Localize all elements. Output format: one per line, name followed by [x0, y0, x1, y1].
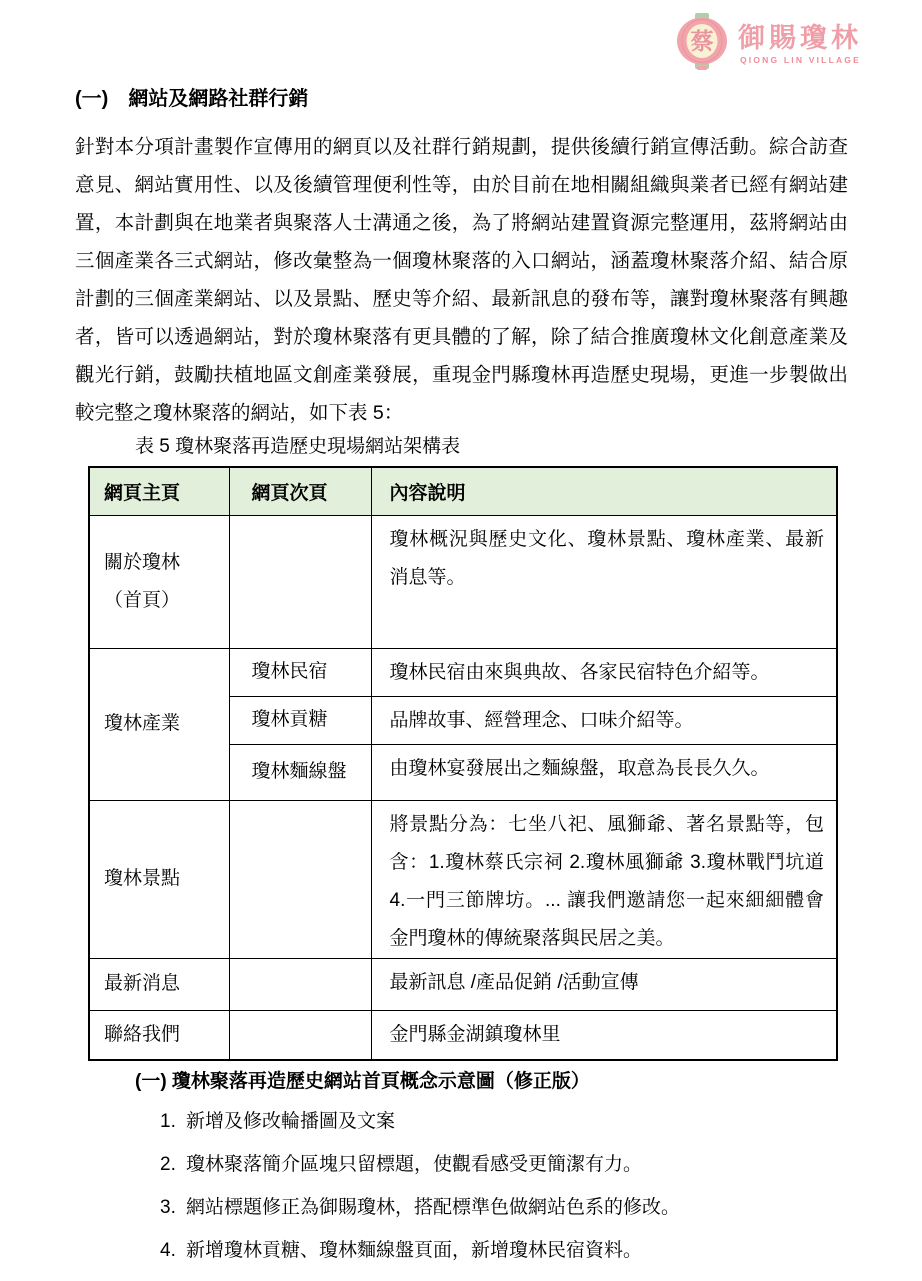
list-item-text: 網站標題修正為御賜瓊林，搭配標準色做網站色系的修改。 [186, 1197, 681, 1218]
brand-name: 御賜瓊林 [738, 23, 862, 53]
cell-main-scenic: 瓊林景點 [89, 800, 229, 958]
cell-sub-minsu: 瓊林民宿 [229, 648, 371, 696]
list-item-text: 新增瓊林貢糖、瓊林麵線盤頁面，新增瓊林民宿資料。 [186, 1240, 643, 1261]
list-item-number: 4. [160, 1240, 176, 1261]
cell-desc-mianxian: 由瓊林宴發展出之麵線盤，取意為長長久久。 [371, 744, 837, 800]
list-item [160, 1152, 848, 1178]
cell-main-industry: 瓊林產業 [89, 648, 229, 800]
column-header-main-page: 網頁主頁 [89, 467, 229, 515]
table-row-scenic [89, 800, 837, 958]
cell-desc-minsu: 瓊林民宿由來與典故、各家民宿特色介紹等。 [371, 648, 837, 696]
brand-subtitle: QIONG LIN VILLAGE [740, 55, 861, 65]
svg-text:蔡: 蔡 [690, 28, 714, 54]
numbered-list [160, 1109, 848, 1264]
list-item-number: 2. [160, 1154, 176, 1175]
section-heading [75, 86, 848, 112]
table-row-minsu [89, 648, 837, 696]
cell-main-about-line1: 關於瓊林 [104, 551, 181, 573]
table-header-row [89, 467, 837, 515]
cell-sub-news-empty [229, 958, 371, 1010]
cell-main-contact: 聯絡我們 [89, 1010, 229, 1060]
document-content [75, 0, 848, 1281]
cell-sub-contact-empty [229, 1010, 371, 1060]
subsection-heading: (一) 瓊林聚落再造歷史網站首頁概念示意圖（修正版） [135, 1071, 590, 1092]
cell-main-about-line2: （首頁） [104, 589, 181, 611]
cell-desc-gongtang: 品牌故事、經營理念、口味介紹等。 [371, 696, 837, 744]
cell-desc-about: 瓊林概況與歷史文化、瓊林景點、瓊林產業、最新消息等。 [371, 515, 837, 648]
column-header-description: 內容說明 [371, 467, 837, 515]
body-paragraph: 針對本分項計畫製作宣傳用的網頁以及社群行銷規劃，提供後續行銷宣傳活動。綜合訪查意見、網站實用性、以及後續管理便利性等，由於目前在地相關組織與業者已經有網站建置，本計劃與在地業者與聚落人士溝通之後，為了將網站建置資源完整運用，茲將網站由三個產業各三式網站，修改彙整為一個瓊林聚落的入口網站，涵蓋瓊林聚落介紹、結合原計劃的三個產業網站、以及景點、歷史等介紹、最新訊息的發布等，讓對瓊林聚落有興趣者，皆可以透過網站，對於瓊林聚落有更具體的了解，除了結合推廣瓊林文化創意產業及觀光行銷，鼓勵扶植地區文創產業發展，重現金門縣瓊林再造歷史現場，更進一步製做出較完整之瓊林聚落的網站，如下表 5： [75, 136, 848, 424]
cell-sub-about-empty [229, 515, 371, 648]
cell-desc-news: 最新訊息 /產品促銷 /活動宣傳 [371, 958, 837, 1010]
site-structure-table [88, 466, 838, 1061]
table-caption: 表 5 瓊林聚落再造歷史現場網站架構表 [135, 436, 461, 457]
cell-desc-contact: 金門縣金湖鎮瓊林里 [371, 1010, 837, 1060]
table-row-about [89, 515, 837, 648]
list-item [160, 1195, 848, 1221]
cell-desc-scenic: 將景點分為：七坐八祀、風獅爺、著名景點等，包含：1.瓊林蔡氏宗祠 2.瓊林風獅爺 3.瓊林戰鬥坑道 4.一門三節牌坊。... 讓我們邀請您一起來細細體會金門瓊林的傳統聚落與民居之美。 [371, 800, 837, 958]
table-row-news [89, 958, 837, 1010]
list-item-number: 1. [160, 1111, 176, 1132]
cell-main-news: 最新消息 [89, 958, 229, 1010]
section-number: (一) [75, 88, 109, 110]
list-item-text: 瓊林聚落簡介區塊只留標題，使觀看感受更簡潔有力。 [186, 1154, 643, 1175]
cell-sub-gongtang: 瓊林貢糖 [229, 696, 371, 744]
cell-main-about [89, 515, 229, 648]
table-row-contact [89, 1010, 837, 1060]
cell-sub-mianxian: 瓊林麵線盤 [229, 744, 371, 800]
section-title: 網站及網路社群行銷 [128, 88, 309, 110]
list-item-text: 新增及修改輪播圖及文案 [186, 1111, 396, 1132]
column-header-sub-page: 網頁次頁 [229, 467, 371, 515]
list-item [160, 1238, 848, 1264]
list-item-number: 3. [160, 1197, 176, 1218]
cell-sub-scenic-empty [229, 800, 371, 958]
list-item [160, 1109, 848, 1135]
